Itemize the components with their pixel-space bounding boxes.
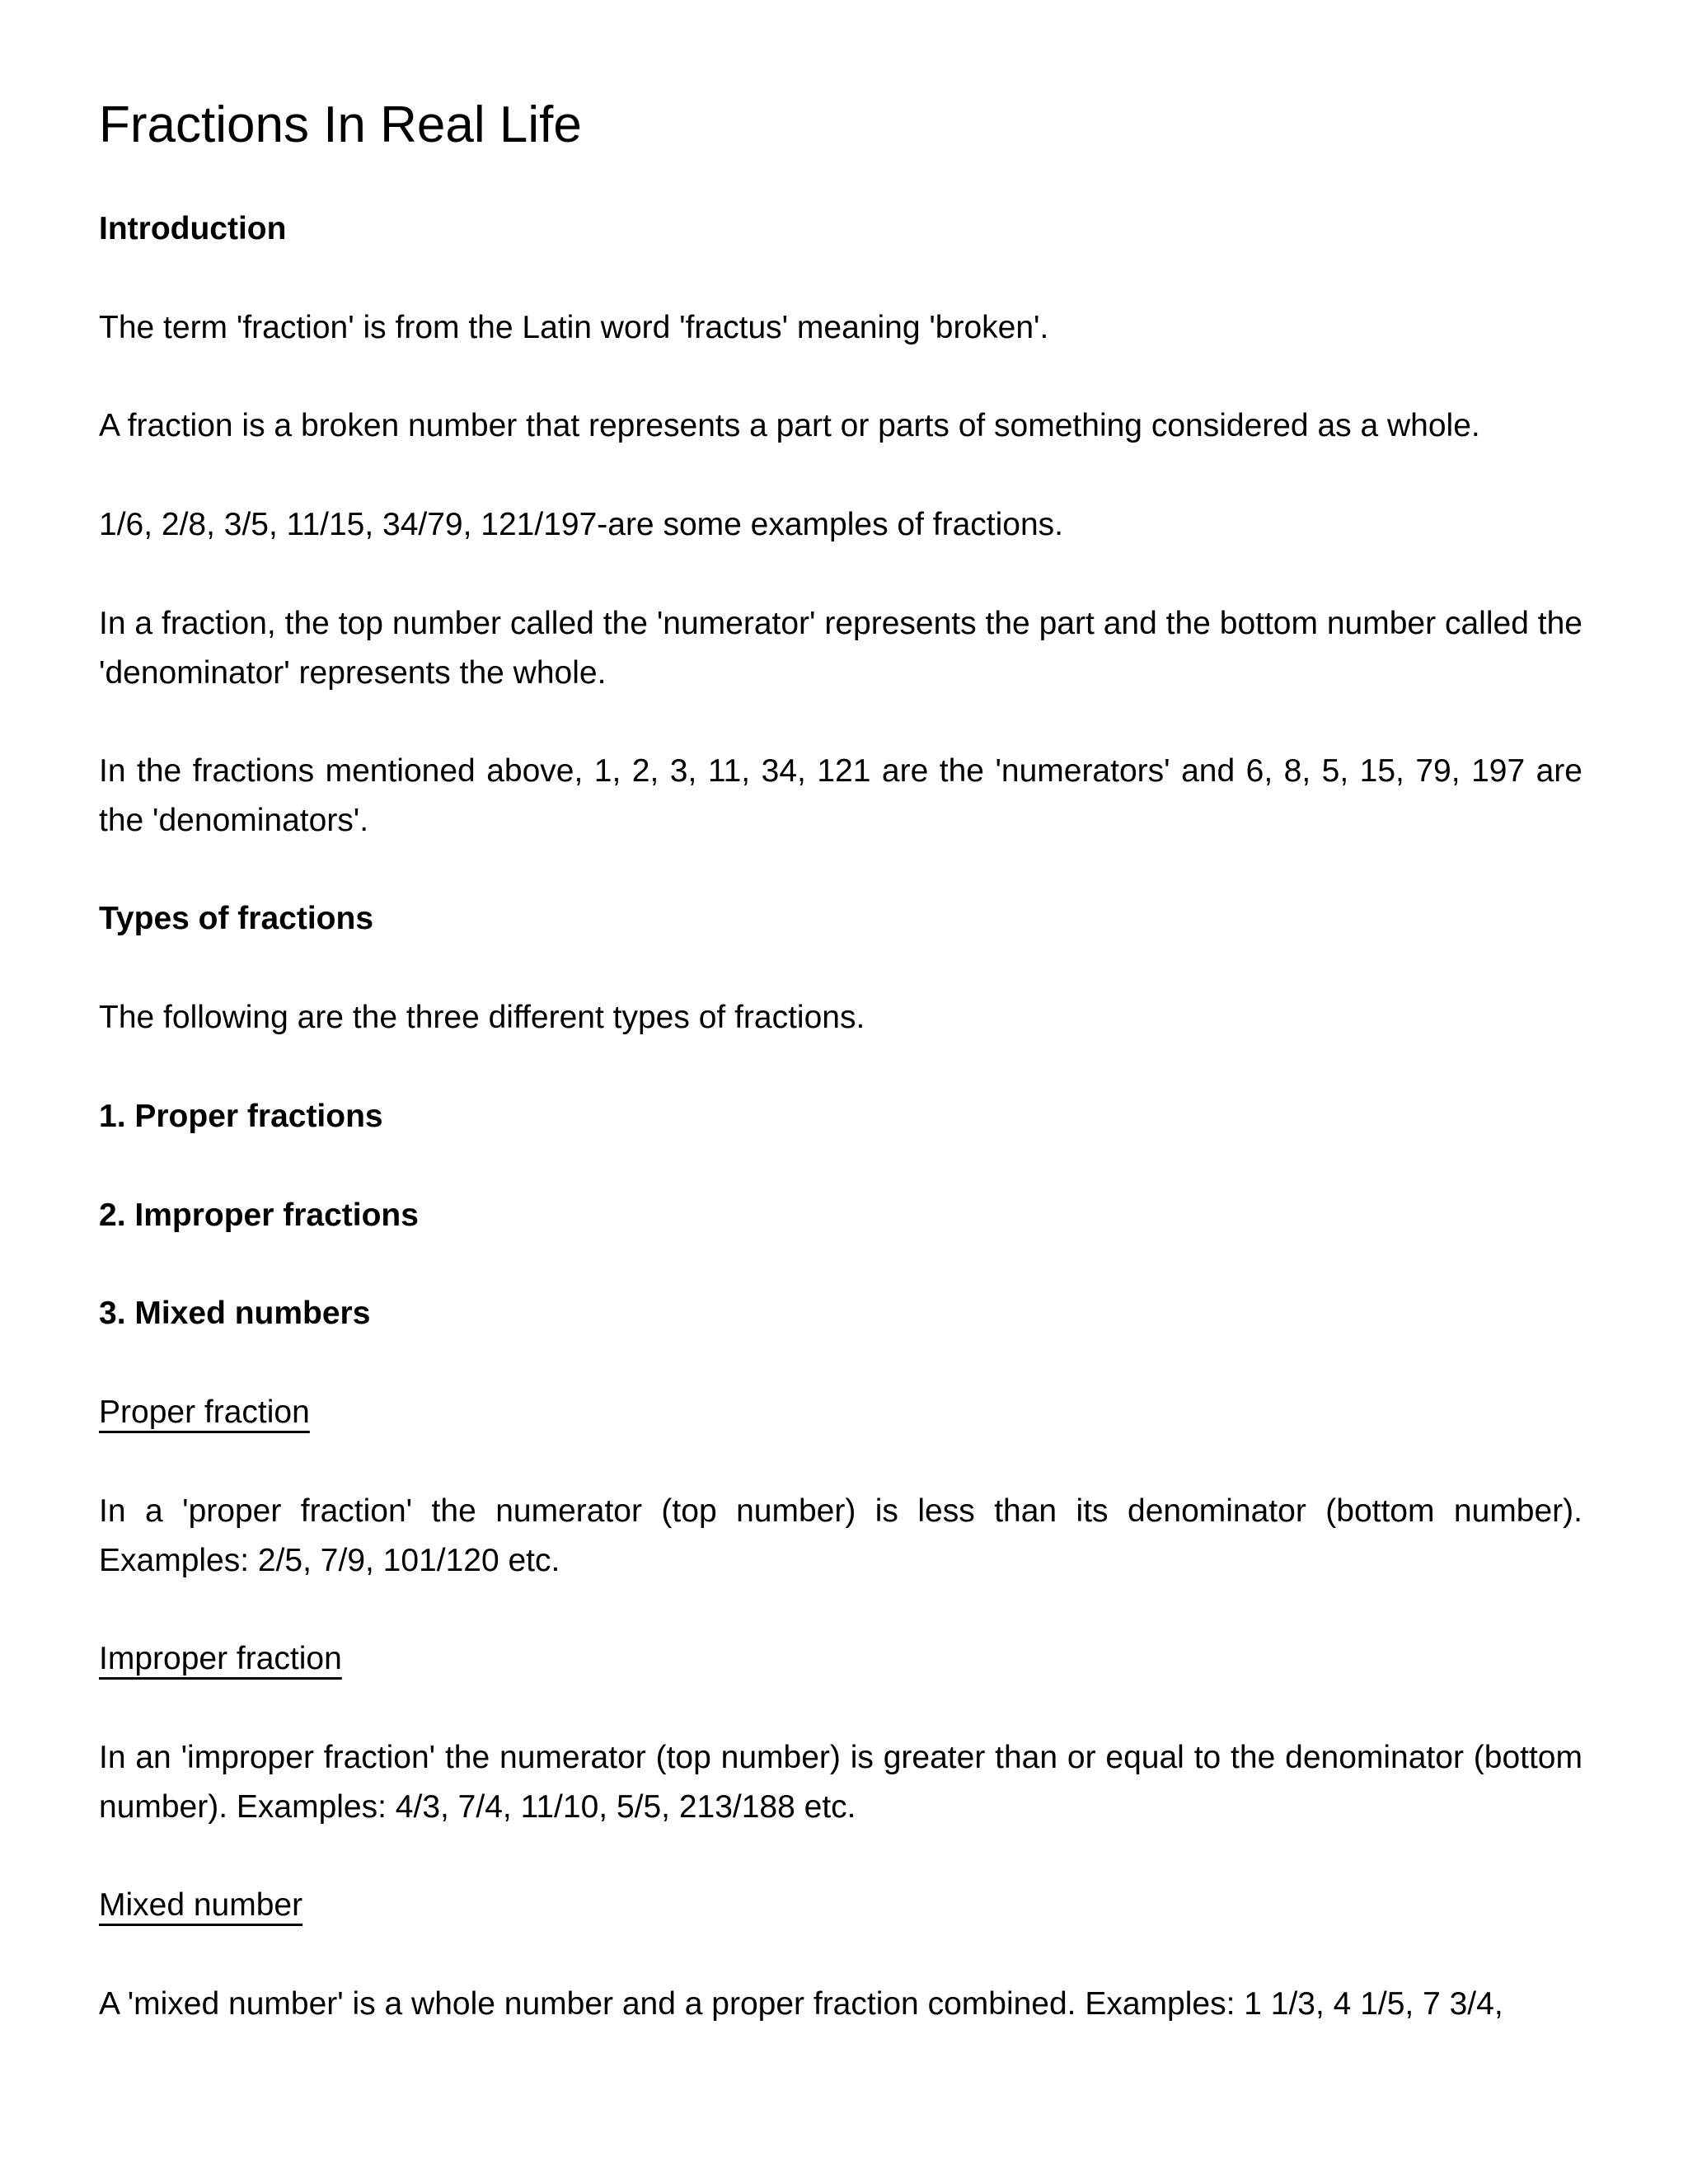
introduction-heading: Introduction	[99, 211, 287, 246]
intro-paragraph-2: A fraction is a broken number that represents a part or parts of something considered as a whole.	[99, 408, 1480, 443]
page-title: Fractions In Real Life	[99, 96, 582, 153]
improper-fraction-heading-text: Improper fraction	[99, 1641, 342, 1676]
mixed-number-heading-text: Mixed number	[99, 1887, 303, 1923]
type-item-2: 2. Improper fractions	[99, 1197, 419, 1233]
types-intro: The following are the three different types of fractions.	[99, 1000, 865, 1035]
proper-fraction-text: In a 'proper fraction' the numerator (top number) is less than its denominator (bottom number). Examples: 2/5, 7/9, 101/120 etc.	[99, 1493, 1582, 1578]
improper-fraction-heading	[99, 1634, 1582, 1684]
type-item-1: 1. Proper fractions	[99, 1099, 383, 1134]
proper-fraction-heading-text: Proper fraction	[99, 1394, 310, 1430]
proper-fraction-heading	[99, 1388, 1582, 1437]
intro-paragraph-4: In a fraction, the top number called the 'numerator' represents the part and the bottom number called the 'denominator' represents the whole.	[99, 606, 1582, 691]
intro-paragraph-1: The term 'fraction' is from the Latin word 'fractus' meaning 'broken'.	[99, 310, 1049, 345]
types-heading: Types of fractions	[99, 901, 374, 936]
mixed-number-heading	[99, 1881, 1582, 1930]
type-item-3: 3. Mixed numbers	[99, 1296, 371, 1331]
improper-fraction-text: In an 'improper fraction' the numerator (top number) is greater than or equal to the denominator (bottom number). Examples: 4/3, 7/4, 11/10, 5/5, 213/188 etc.	[99, 1740, 1582, 1825]
intro-paragraph-3: 1/6, 2/8, 3/5, 11/15, 34/79, 121/197-are some examples of fractions.	[99, 507, 1063, 542]
mixed-number-text: A 'mixed number' is a whole number and a proper fraction combined. Examples: 1 1/3, 4 1/5, 7 3/4,	[99, 1986, 1503, 2022]
intro-paragraph-5: In the fractions mentioned above, 1, 2, 3, 11, 34, 121 are the 'numerators' and 6, 8, 5, 15, 79, 197 are the 'denominators'.	[99, 753, 1582, 838]
